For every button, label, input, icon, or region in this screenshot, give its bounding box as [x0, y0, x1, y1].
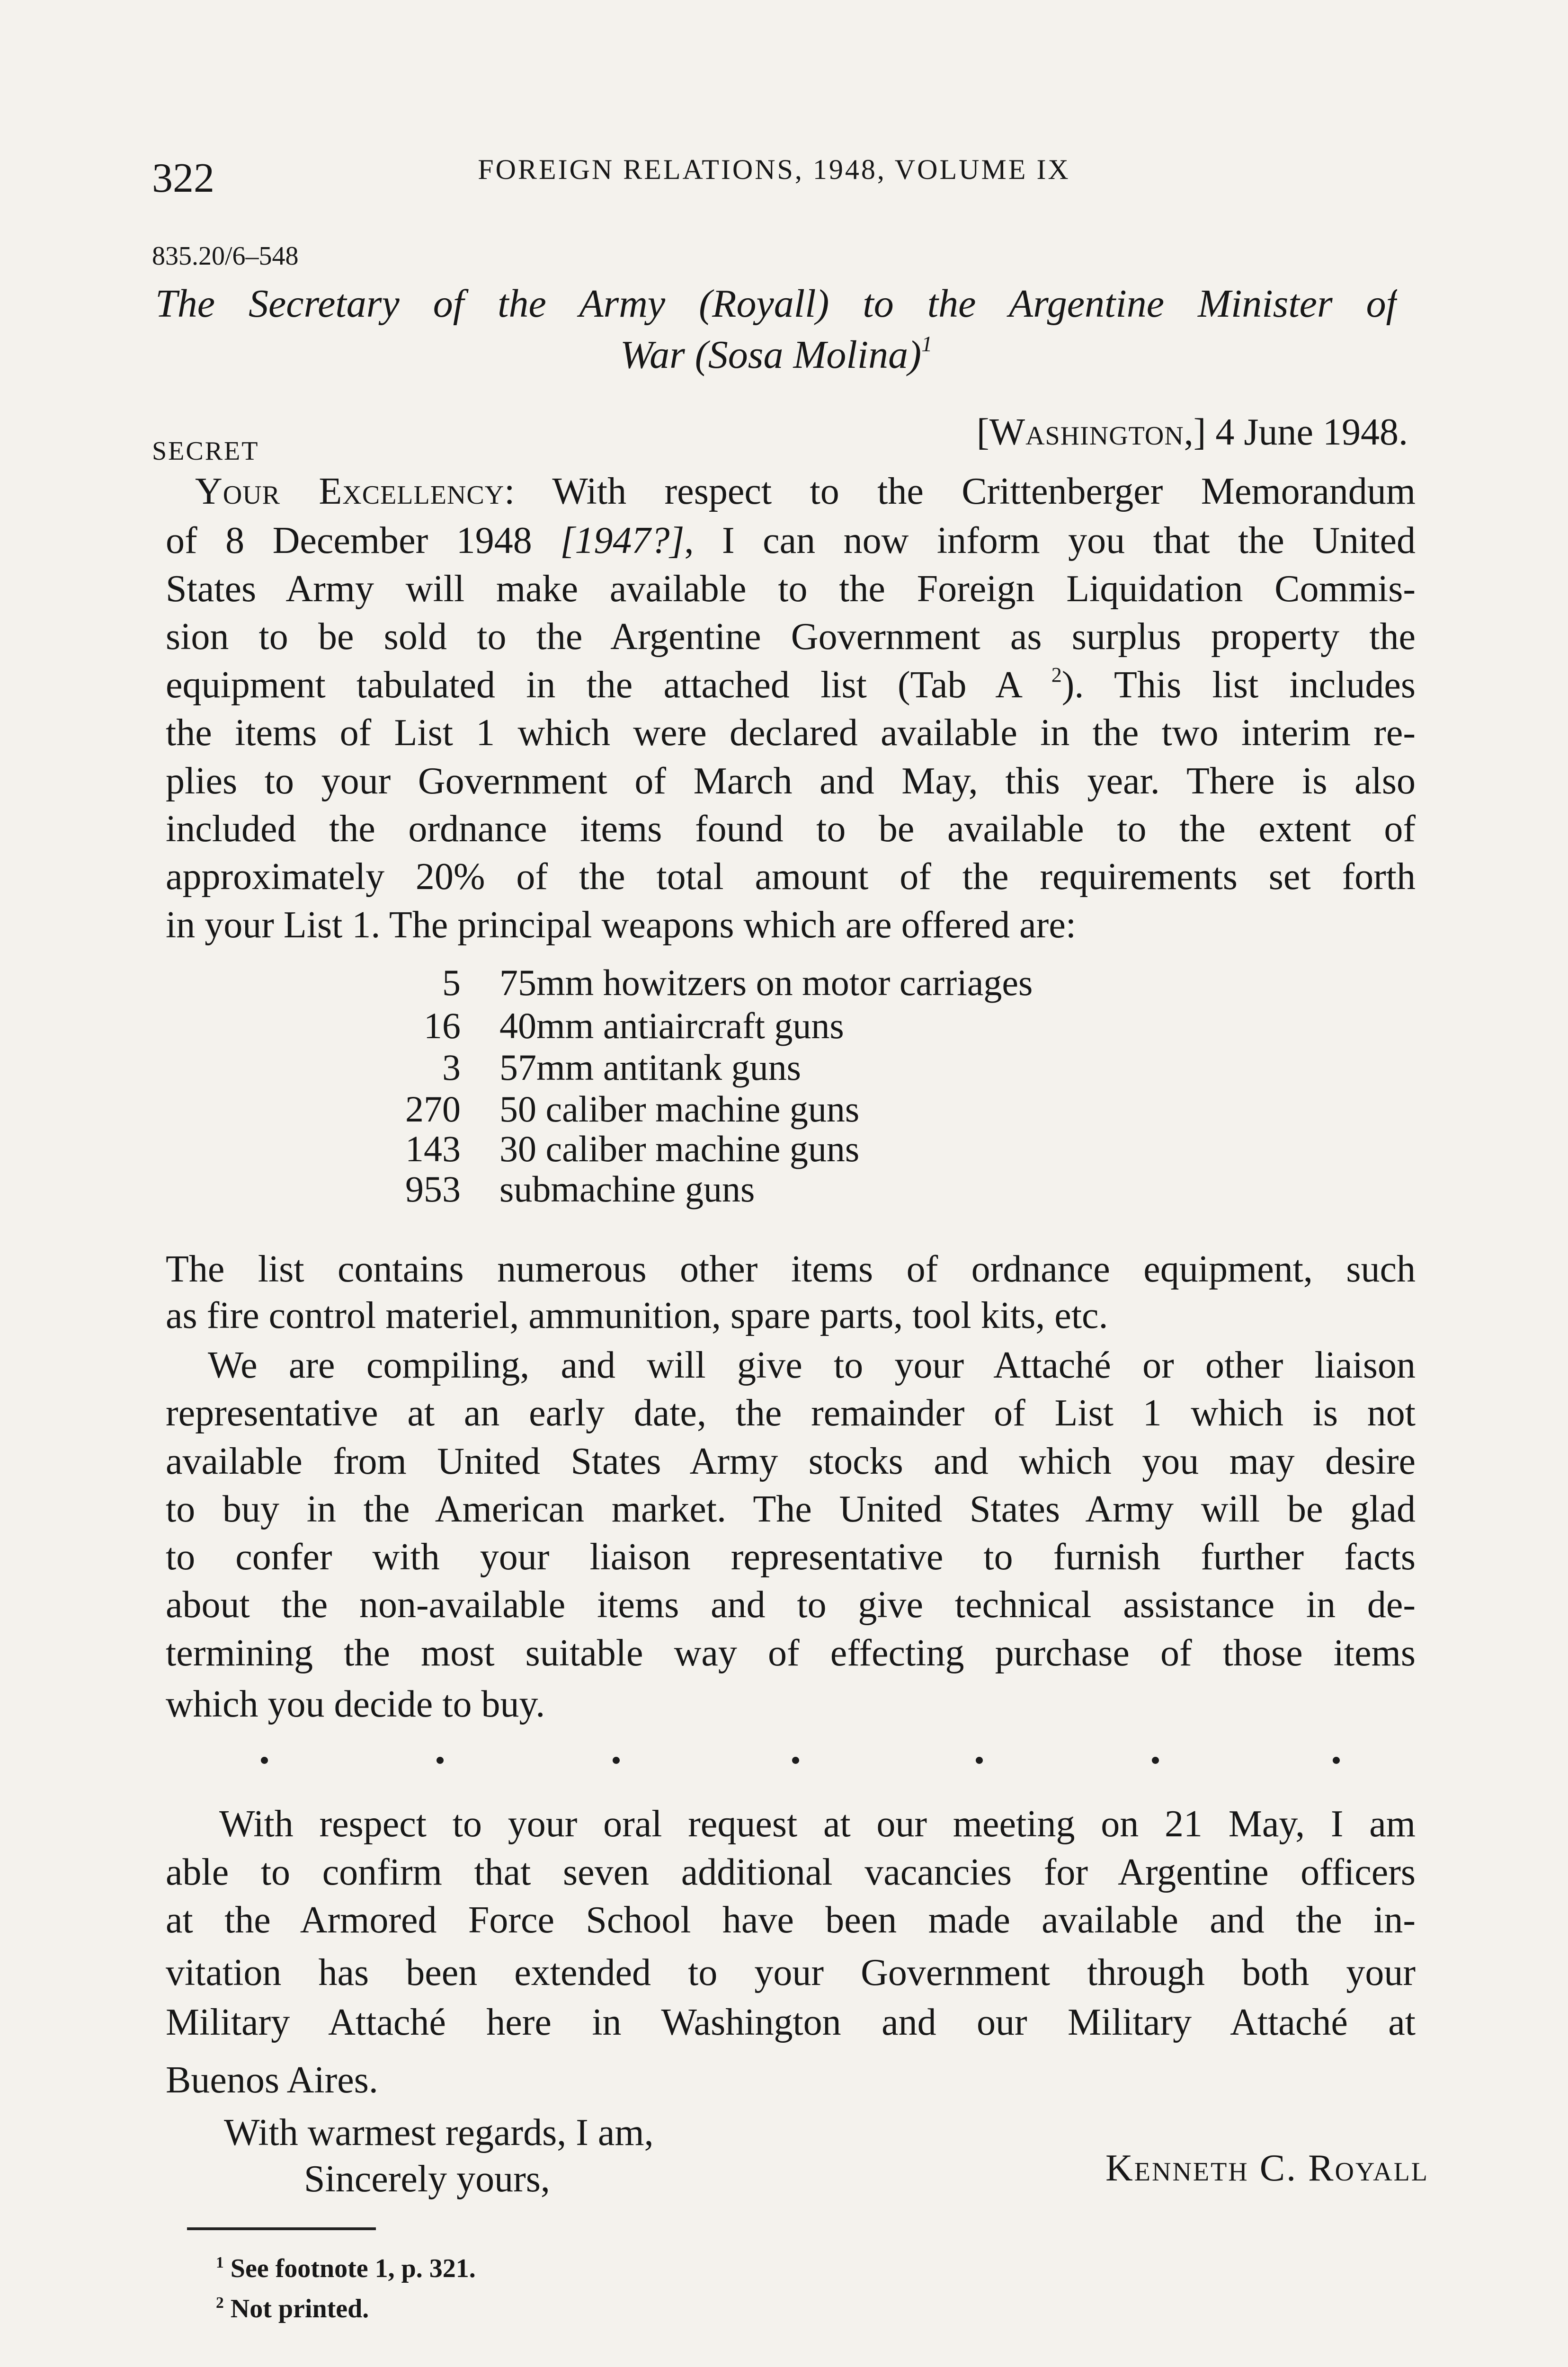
paragraph-3-line-4: to buy in the American market. The United States Army will be glad [166, 1488, 1416, 1530]
closing-regards: With warmest regards, I am, [224, 2112, 654, 2153]
weapon-qty: 3 [442, 1047, 461, 1088]
weapon-desc: 57mm antitank guns [499, 1047, 801, 1088]
document-title-line-2-text: War (Sosa Molina) [620, 333, 922, 377]
weapon-qty: 953 [405, 1168, 461, 1210]
footnote-mark: 2 [216, 2294, 224, 2312]
paragraph-3-line-3: available from United States Army stocks and which you may desire [166, 1441, 1416, 1482]
ellipsis-dot [1152, 1757, 1159, 1764]
running-title: FOREIGN RELATIONS, 1948, VOLUME IX [478, 154, 1070, 185]
ellipsis-dot [261, 1757, 268, 1764]
paragraph-1-line-10: in your List 1. The principal weapons which are offered are: [166, 904, 1077, 946]
paragraph-4-line-3: at the Armored Force School have been made available and the in- [166, 1899, 1416, 1941]
dateline-place: Washington [989, 411, 1184, 453]
weapon-qty: 143 [405, 1128, 461, 1169]
paragraph-2-line-1: The list contains numerous other items of ordnance equipment, such [166, 1248, 1416, 1290]
paragraph-1-line-7: plies to your Government of March and May, this year. There is also [166, 760, 1416, 802]
paragraph-1-line-9: approximately 20% of the total amount of the requirements set forth [166, 856, 1416, 898]
closing-sincerely: Sincerely yours, [304, 2158, 550, 2200]
paragraph-4-line-2: able to confirm that seven additional vacancies for Argentine officers [166, 1851, 1416, 1893]
weapon-desc: 40mm antiaircraft guns [499, 1005, 844, 1046]
weapon-desc: 30 caliber machine guns [499, 1128, 860, 1169]
dateline-open-bracket: [ [976, 411, 989, 453]
weapon-desc: submachine guns [499, 1168, 755, 1210]
signature: Kenneth C. Royall [1105, 2147, 1429, 2189]
ellipsis-dot [613, 1757, 620, 1764]
paragraph-1-line-1-text: : With respect to the Crittenberger Memorandum [504, 471, 1416, 512]
document-title-line-1: The Secretary of the Army (Royall) to the Argentine Minister of [155, 282, 1397, 326]
weapon-qty: 270 [405, 1088, 461, 1130]
paragraph-4-line-6: Buenos Aires. [166, 2059, 378, 2101]
file-number: 835.20/6–548 [152, 241, 299, 271]
weapon-desc: 75mm howitzers on motor carriages [499, 962, 1033, 1003]
title-footnote-ref: 1 [921, 332, 933, 356]
footnote-mark: 1 [216, 2253, 224, 2271]
paragraph-1-line-6: the items of List 1 which were declared available in the two interim re- [166, 712, 1416, 754]
paragraph-3-line-8: which you decide to buy. [166, 1683, 545, 1725]
salutation: Your Excellency [195, 471, 505, 512]
paragraph-3-line-5: to confer with your liaison representative to furnish further facts [166, 1536, 1416, 1578]
paragraph-3-line-2: representative at an early date, the remainder of List 1 which is not [166, 1392, 1416, 1434]
ellipsis-dot [976, 1757, 983, 1764]
footnote-1 [216, 2253, 476, 2284]
footnote-text: See footnote 1, p. 321. [230, 2254, 476, 2283]
paragraph-1-line-5-before: equipment tabulated in the attached list (Tab A [166, 664, 1051, 706]
footnote-text: Not printed. [230, 2294, 369, 2323]
paragraph-4-line-5: Military Attaché here in Washington and our Military Attaché at [166, 2002, 1416, 2043]
paragraph-1-line-1 [195, 468, 1416, 515]
paragraph-1-line-2 [166, 517, 1416, 564]
dateline-date: ,] 4 June 1948. [1184, 411, 1408, 453]
tab-a-footnote-ref: 2 [1051, 663, 1062, 686]
paragraph-1-line-5 [166, 661, 1416, 709]
date-correction: [1947?] [560, 520, 685, 561]
weapon-qty: 16 [424, 1005, 461, 1046]
weapon-qty: 5 [442, 962, 461, 1003]
ellipsis-dot [792, 1757, 799, 1764]
paragraph-3-line-1: We are compiling, and will give to your Attaché or other liaison [208, 1344, 1416, 1386]
paragraph-1-line-8: included the ordnance items found to be available to the extent of [166, 808, 1416, 850]
weapon-desc: 50 caliber machine guns [499, 1088, 860, 1130]
paragraph-1-line-2-before: of 8 December 1948 [166, 520, 561, 561]
paragraph-3-line-6: about the non-available items and to give technical assistance in de- [166, 1584, 1416, 1626]
paragraph-2-line-2: as fire control materiel, ammunition, spare parts, tool kits, etc. [166, 1295, 1108, 1336]
classification-label: SECRET [152, 436, 259, 466]
paragraph-3-line-7: termining the most suitable way of effecting purchase of those items [166, 1632, 1416, 1674]
footnote-2 [216, 2294, 369, 2324]
ellipsis-dot [1333, 1757, 1340, 1764]
paragraph-1-line-5-after: ). This list includes [1061, 664, 1416, 706]
footnote-rule [187, 2227, 376, 2230]
dateline [805, 409, 1408, 456]
paragraph-1-line-3: States Army will make available to the Foreign Liquidation Commis- [166, 568, 1416, 610]
document-title-line-2 [155, 331, 1397, 379]
page-number: 322 [152, 155, 214, 201]
ellipsis-dot [437, 1757, 444, 1764]
paragraph-1-line-4: sion to be sold to the Argentine Government as surplus property the [166, 616, 1416, 658]
paragraph-4-line-4: vitation has been extended to your Government through both your [166, 1952, 1416, 1993]
paragraph-1-line-2-after: , I can now inform you that the United [684, 520, 1416, 561]
paragraph-4-line-1: With respect to your oral request at our meeting on 21 May, I am [219, 1803, 1416, 1845]
